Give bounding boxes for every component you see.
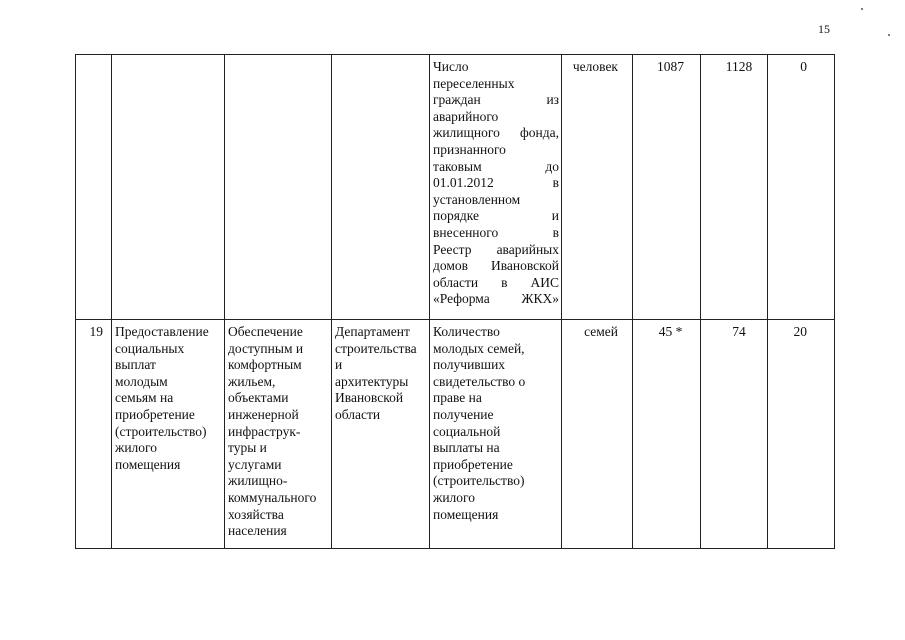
cell-line: архитектуры	[335, 373, 409, 389]
value-cell: 1087	[633, 55, 701, 320]
cell-line: получение	[433, 406, 494, 422]
cell-line: хозяйства	[228, 506, 284, 522]
executor-cell	[332, 55, 430, 320]
cell-line: услугами	[228, 456, 282, 472]
unit-cell: человек	[562, 55, 633, 320]
event-cell	[112, 320, 225, 549]
cell-line: области в АИС	[433, 274, 559, 290]
cell-line: выплаты на	[433, 440, 500, 456]
cell-line: переселенных	[433, 75, 515, 91]
task-cell	[225, 55, 332, 320]
value-cell: 20	[768, 320, 835, 549]
cell-line: и	[335, 357, 343, 373]
cell-line: жилищного фонда,	[433, 125, 559, 141]
cell-line: молодых семей,	[433, 340, 525, 356]
cell-line: таковым до	[433, 158, 559, 174]
cell-line: жилого	[433, 489, 475, 505]
cell-line: жилого	[115, 440, 157, 456]
cell-line: (строительство)	[433, 473, 525, 489]
cell-line: аварийного	[433, 108, 499, 124]
row-number	[76, 55, 112, 320]
cell-line: праве на	[433, 390, 482, 406]
cell-line: «Реформа ЖКХ»	[433, 291, 559, 307]
cell-line: комфортным	[228, 357, 302, 373]
cell-line: порядке и	[433, 208, 559, 224]
cell-line: 01.01.2012 в	[433, 175, 559, 191]
cell-line: признанного	[433, 141, 506, 157]
cell-line: Реестр аварийных	[433, 241, 559, 257]
task-cell	[225, 320, 332, 549]
cell-line: Количество	[433, 324, 500, 339]
executor-cell	[332, 320, 430, 549]
cell-line: Обеспечение	[228, 324, 303, 339]
scan-speck	[888, 34, 890, 36]
table-row	[76, 55, 835, 320]
scan-speck	[861, 8, 863, 10]
cell-line: жилищно-	[228, 473, 288, 489]
cell-line: населения	[228, 523, 287, 539]
value-cell: 0	[768, 55, 835, 320]
cell-line: области	[335, 406, 381, 422]
cell-line: объектами	[228, 390, 289, 406]
cell-line: строительства	[335, 340, 417, 356]
table-row	[76, 320, 835, 549]
cell-line: домов Ивановской	[433, 258, 559, 274]
indicator-cell	[430, 320, 562, 549]
cell-line: приобретение	[115, 406, 195, 422]
cell-line: жильем,	[228, 373, 276, 389]
cell-line: получивших	[433, 357, 506, 373]
cell-line: инфраструк-	[228, 423, 301, 439]
cell-line: приобретение	[433, 456, 513, 472]
cell-line: свидетельство о	[433, 373, 526, 389]
cell-line: инженерной	[228, 406, 299, 422]
cell-line: внесенного в	[433, 224, 559, 240]
cell-line: помещения	[433, 506, 499, 522]
cell-line: социальных	[115, 340, 185, 356]
cell-line: Число	[433, 59, 469, 74]
indicators-table	[75, 54, 835, 549]
cell-line: туры и	[228, 440, 267, 456]
page-number: 15	[818, 22, 830, 36]
cell-line: социальной	[433, 423, 501, 439]
cell-line: (строительство)	[115, 423, 207, 439]
cell-line: помещения	[115, 456, 181, 472]
cell-line: коммунального	[228, 489, 317, 505]
cell-line: граждан из	[433, 92, 559, 108]
cell-line: выплат	[115, 357, 156, 373]
event-cell	[112, 55, 225, 320]
cell-line: молодым	[115, 373, 168, 389]
cell-line: Предоставление	[115, 324, 209, 339]
value-cell: 74	[701, 320, 768, 549]
value-cell: 45 *	[633, 320, 701, 549]
cell-line: доступным и	[228, 340, 304, 356]
unit-cell: семей	[562, 320, 633, 549]
cell-line: Ивановской	[335, 390, 404, 406]
value-cell: 1128	[701, 55, 768, 320]
cell-line: семьям на	[115, 390, 174, 406]
cell-line: установленном	[433, 191, 521, 207]
row-number: 19	[76, 320, 112, 549]
indicator-cell	[430, 55, 562, 320]
cell-line: Департамент	[335, 324, 410, 339]
